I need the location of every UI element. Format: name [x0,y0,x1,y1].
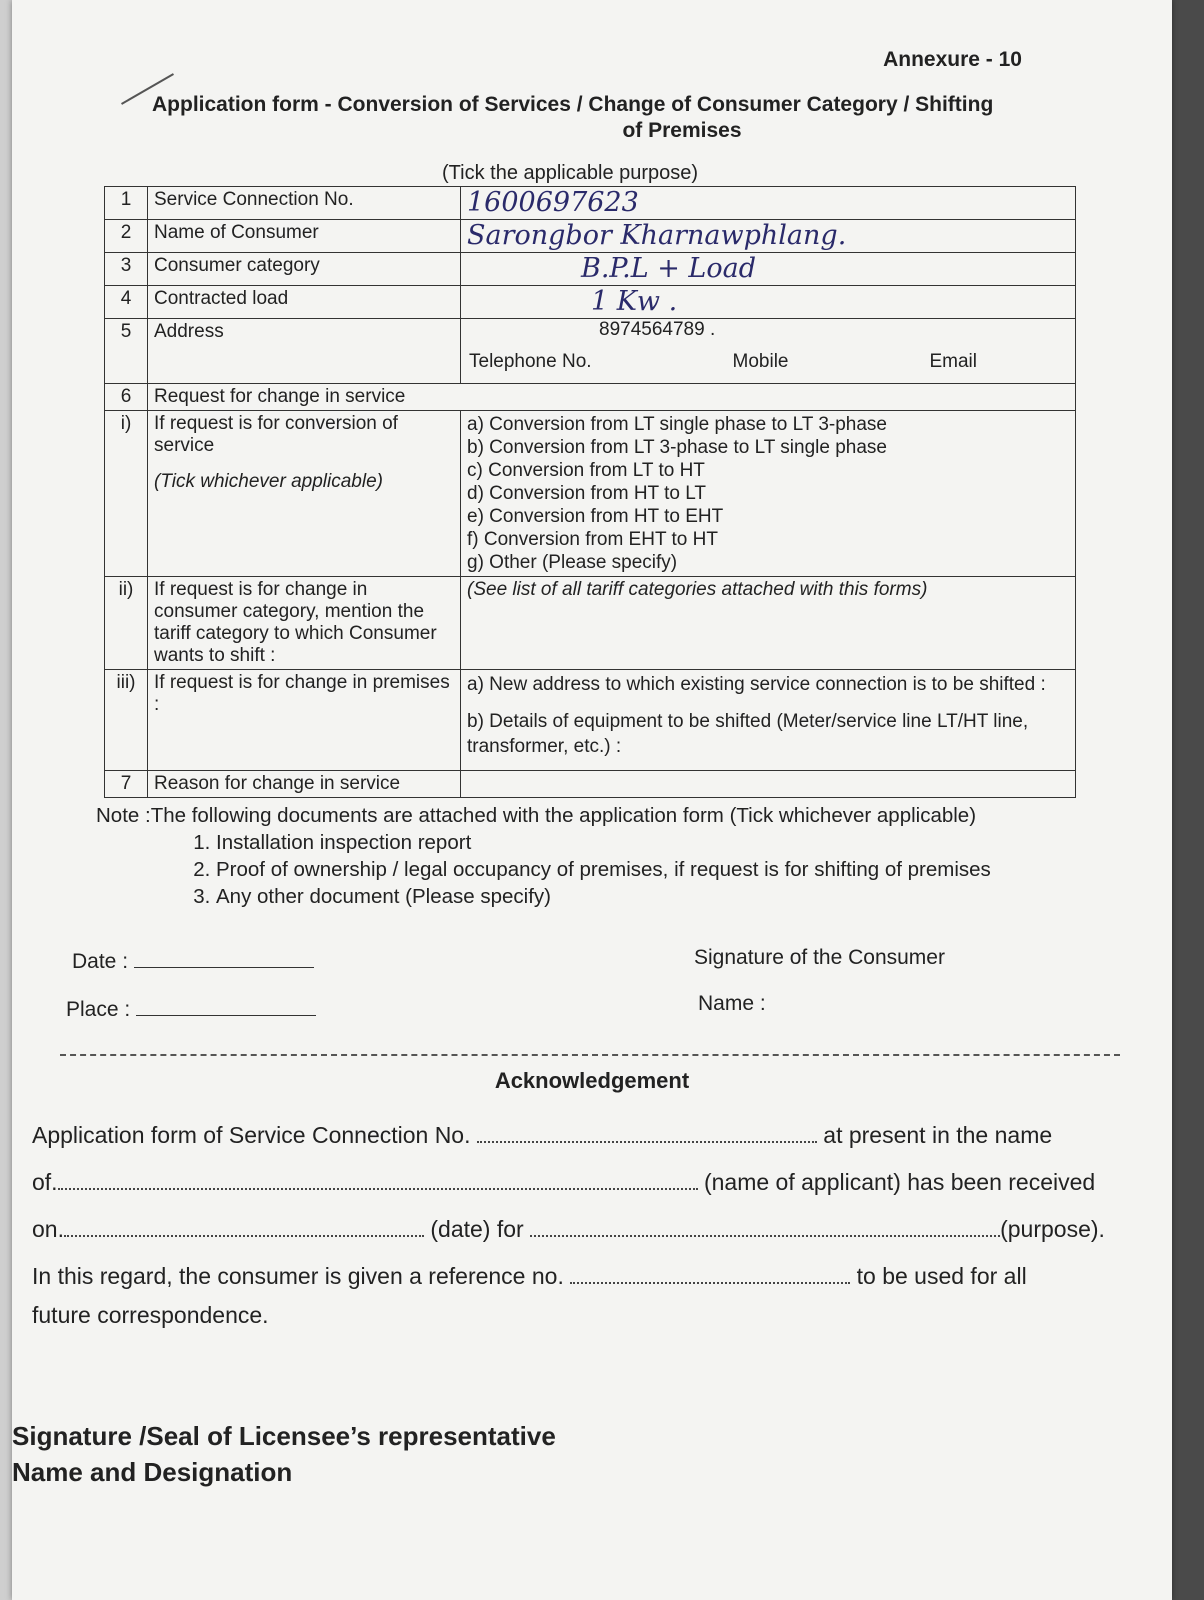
annexure-label: Annexure - 10 [883,48,1022,71]
ack-blank[interactable] [64,1235,424,1237]
conversion-label: If request is for conversion of service [154,413,398,456]
place-label: Place : [66,998,131,1021]
form-title [152,92,1052,144]
date-field [72,950,314,974]
premises-option-a[interactable]: a) New address to which existing service connection is to be shifted : [467,674,1046,695]
title-line-2: of Premises [622,119,742,142]
table-row [105,670,1076,771]
table-row [105,187,1076,220]
ack-text: (purpose). [1000,1216,1105,1242]
ack-blank[interactable] [570,1282,850,1284]
table-row [105,253,1076,286]
consumer-category-value[interactable]: B.P.L + Load [461,253,1076,286]
table-row [105,319,1076,384]
note-item[interactable]: 3. Any other document (Please specify) [216,883,1166,910]
option-b[interactable]: b) Conversion from LT 3-phase to LT single phase [467,437,887,458]
premises-options [461,670,1076,771]
row-label: Consumer category [148,253,461,286]
table-row [105,577,1076,670]
table-row [105,411,1076,577]
note-item[interactable]: 2. Proof of ownership / legal occupancy of premises, if request is for shifting of premises [216,856,1166,883]
name-designation-label: Name and Designation [12,1457,293,1487]
divider [60,1054,1120,1056]
row-label: Contracted load [148,286,461,319]
ack-text: to be used for all [856,1263,1027,1289]
form-page [12,0,1172,1600]
option-c[interactable]: c) Conversion from LT to HT [467,460,705,481]
tariff-note[interactable]: (See list of all tariff categories attached with this forms) [461,577,1076,670]
application-table [104,186,1076,798]
table-row [105,771,1076,798]
row-label: If request is for change in consumer category, mention the tariff category to which Consumer wants to shift : [148,577,461,670]
date-line[interactable] [134,967,314,968]
note-intro: Note :The following documents are attached with the application form (Tick whichever applicable) [96,804,977,827]
place-field [66,998,316,1022]
licensee-signature-label: Signature /Seal of Licensee’s representative [12,1421,556,1451]
row-number: 1 [105,187,148,220]
option-d[interactable]: d) Conversion from HT to LT [467,483,706,504]
ack-blank[interactable] [530,1235,1000,1237]
premises-option-b[interactable]: b) Details of equipment to be shifted (Meter/service line LT/HT line, transformer, etc.) : [467,711,1029,757]
consumer-name-value[interactable]: Sarongbor Kharnawphlang. [461,220,1076,253]
ack-text: future correspondence. [32,1302,269,1328]
table-row [105,220,1076,253]
address-cell [461,319,1076,384]
option-a[interactable]: a) Conversion from LT single phase to LT 3-phase [467,414,887,435]
ack-text: (name of applicant) has been received [703,1169,1096,1195]
row-number: 7 [105,771,148,798]
place-line[interactable] [136,1015,316,1016]
row-number: iii) [105,670,148,771]
consumer-name-label: Name : [698,992,766,1015]
row-label: Request for change in service [148,384,1076,411]
row-label: Address [148,319,461,384]
documents-note [96,802,1166,910]
note-item[interactable]: 1. Installation inspection report [216,829,1166,856]
row-number: 2 [105,220,148,253]
consumer-signature-label: Signature of the Consumer [694,946,945,969]
row-label: Service Connection No. [148,187,461,220]
row-label: If request is for change in premises : [148,670,461,771]
tick-purpose-note: (Tick the applicable purpose) [442,162,699,184]
acknowledgement-text [32,1112,1152,1330]
row-number: ii) [105,577,148,670]
ack-text: Application form of Service Connection No. [32,1122,471,1148]
date-label: Date : [72,950,129,973]
row-number: 6 [105,384,148,411]
email-label: Email [929,351,977,372]
row-label [148,411,461,577]
contracted-load-value[interactable]: 1 Kw . [461,286,1076,319]
tick-note: (Tick whichever applicable) [154,471,383,492]
ack-text: In this regard, the consumer is given a reference no. [32,1263,564,1289]
ack-blank[interactable] [58,1188,698,1190]
row-number: 5 [105,319,148,384]
option-g[interactable]: g) Other (Please specify) [467,552,678,573]
conversion-options [461,411,1076,577]
table-row [105,384,1076,411]
ack-text: (date) for [430,1216,524,1242]
mobile-label: Mobile [732,351,789,372]
reason-cell[interactable] [461,771,1076,798]
acknowledgement-title: Acknowledgement [494,1068,690,1093]
table-row [105,286,1076,319]
ack-text: on. [32,1216,64,1242]
licensee-signature [12,1418,556,1490]
ack-blank[interactable] [477,1141,817,1143]
option-e[interactable]: e) Conversion from HT to EHT [467,506,724,527]
row-label: Name of Consumer [148,220,461,253]
row-number: i) [105,411,148,577]
service-connection-value[interactable]: 1600697623 [461,187,1076,220]
option-f[interactable]: f) Conversion from EHT to HT [467,529,718,550]
row-label: Reason for change in service [148,771,461,798]
title-line-1: Application form - Conversion of Services / Change of Consumer Category / Shifting [152,93,994,116]
ack-text: at present in the name [823,1122,1053,1148]
ack-text: of. [32,1169,58,1195]
address-value[interactable]: 8974564789 . [599,319,716,340]
row-number: 4 [105,286,148,319]
telephone-label: Telephone No. [469,351,592,372]
row-number: 3 [105,253,148,286]
